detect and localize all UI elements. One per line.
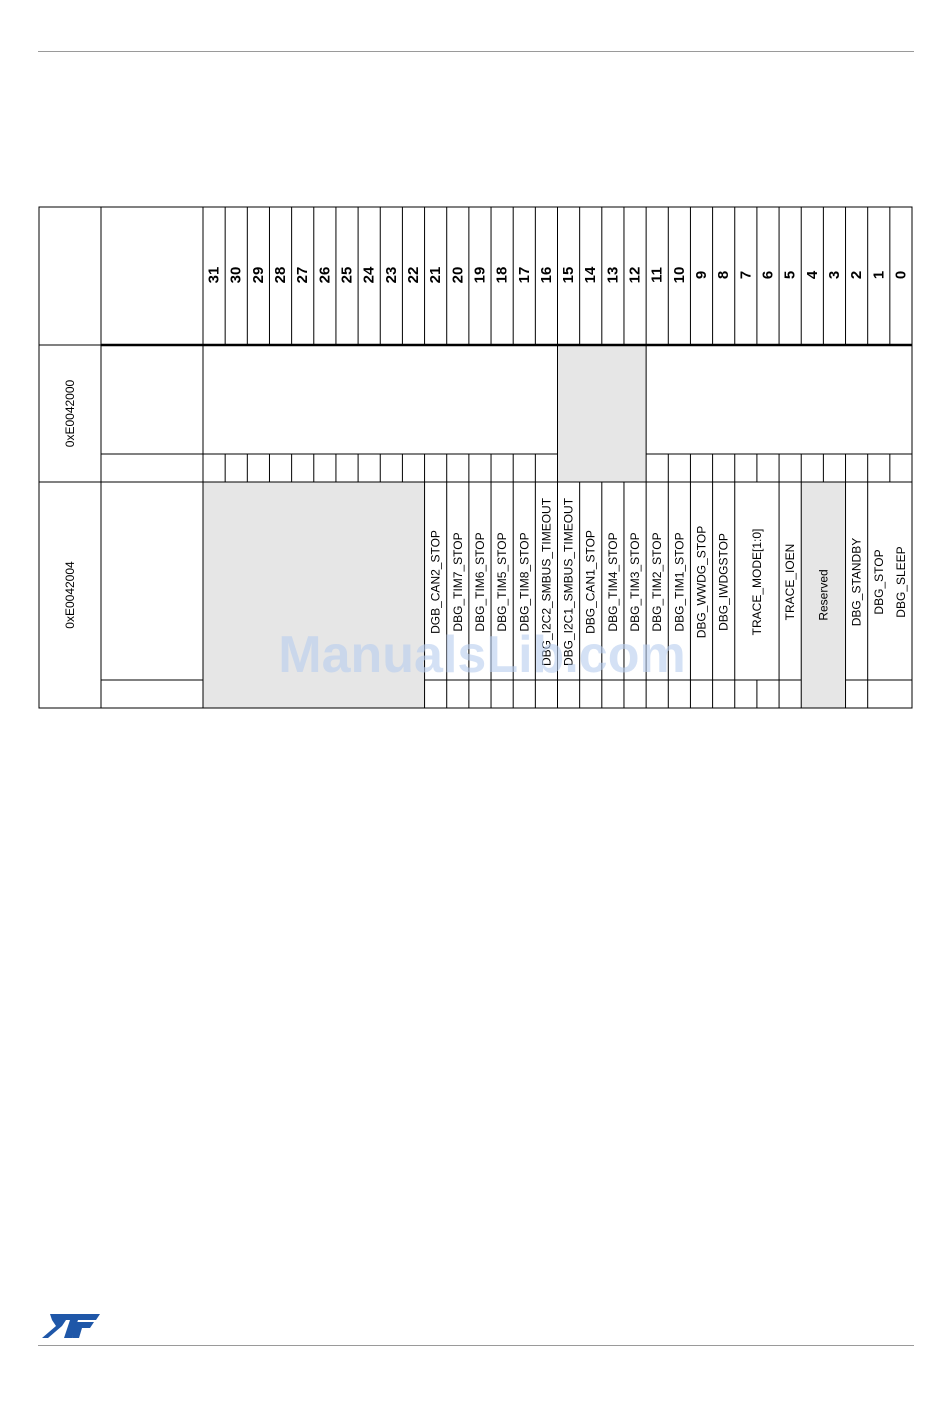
bit-number: 27 — [294, 266, 312, 284]
bit-number: 3 — [825, 270, 843, 280]
bit-number: 26 — [316, 266, 334, 284]
st-logo — [42, 1310, 102, 1340]
bit-number: 30 — [227, 266, 245, 284]
bit-field-name: DBG_TIM1_STOP — [672, 532, 687, 632]
bit-number: 4 — [803, 270, 821, 280]
bit-field-name: DBG_WWDG_STOP — [694, 525, 709, 639]
bit-field-name: DBG_CAN1_STOP — [583, 530, 598, 634]
bit-field-name: DBG_TIM8_STOP — [517, 532, 532, 632]
bit-field-name: Reserved — [816, 569, 831, 621]
bit-field-name: DBG_STANDBY — [849, 537, 864, 627]
bit-field-name: DBG_IWDGSTOP — [716, 533, 731, 631]
bit-number: 25 — [338, 266, 356, 284]
bit-number: 8 — [715, 270, 733, 280]
bit-field-name: DBG_TIM7_STOP — [450, 532, 465, 632]
bit-number: 13 — [604, 266, 622, 284]
bit-number: 1 — [870, 270, 888, 280]
bit-number: 10 — [670, 266, 688, 284]
bit-number: 6 — [759, 270, 777, 280]
reserved-shade-reg0 — [558, 345, 647, 482]
register-address: 0xE0042000 — [63, 379, 77, 448]
bit-field-name: DBG_TIM2_STOP — [650, 532, 665, 632]
bit-number: 17 — [515, 266, 533, 284]
bit-number: 24 — [360, 266, 378, 284]
bit-field-name: DBG_TIM3_STOP — [628, 532, 643, 632]
bit-number: 20 — [449, 266, 467, 284]
watermark: ManualsLib.com — [278, 626, 686, 684]
bit-field-name: DBG_TIM5_STOP — [495, 532, 510, 632]
bit-number: 7 — [737, 270, 755, 280]
register-address: 0xE0042004 — [63, 561, 77, 629]
bit-field-name: DGB_CAN2_STOP — [428, 530, 443, 634]
bit-number: 28 — [272, 266, 290, 284]
bit-number: 23 — [382, 266, 400, 284]
bit-number: 21 — [427, 266, 445, 284]
bit-number: 18 — [493, 266, 511, 284]
footer-rule — [38, 1345, 914, 1346]
bit-number: 0 — [892, 270, 910, 280]
bit-number: 15 — [560, 266, 578, 284]
bit-number: 5 — [781, 270, 799, 280]
bit-number: 14 — [582, 266, 600, 284]
bit-number: 16 — [537, 266, 555, 284]
bit-number: 31 — [205, 266, 223, 284]
bit-field-name: DBG_TIM4_STOP — [605, 532, 620, 632]
bit-field-name: DBG_I2C2_SMBUS_TIMEOUT — [539, 497, 554, 667]
bit-number: 9 — [693, 270, 711, 280]
bit-field-name: DBG_SLEEP — [893, 546, 908, 618]
bit-number: 2 — [848, 270, 866, 280]
bit-field-name: DBG_I2C1_SMBUS_TIMEOUT — [561, 497, 576, 667]
bit-number: 11 — [648, 267, 666, 283]
bit-number: 29 — [249, 266, 267, 284]
bit-number: 19 — [471, 266, 489, 284]
bit-field-name: TRACE_IOEN — [783, 543, 798, 621]
bit-number: 22 — [404, 266, 422, 284]
bit-field-name: TRACE_MODE[1:0] — [749, 528, 764, 636]
bit-number: 12 — [626, 266, 644, 284]
bit-field-name: DBG_TIM6_STOP — [472, 532, 487, 632]
bit-field-name: DBG_STOP — [871, 549, 886, 615]
